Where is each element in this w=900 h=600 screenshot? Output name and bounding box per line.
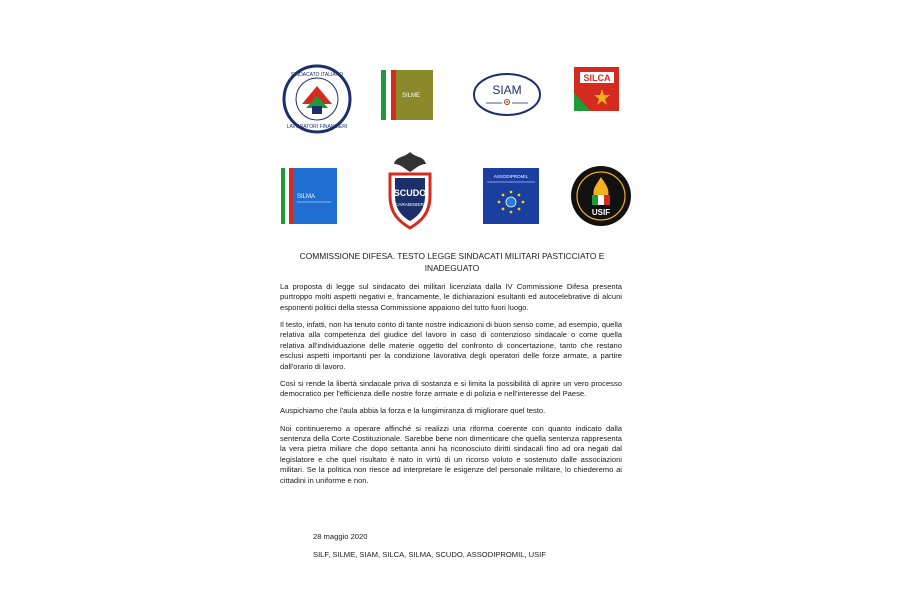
signatories: SILF, SILME, SIAM, SILCA, SILMA, SCUDO, ASSODIPROMIL, USIF (313, 550, 546, 559)
scudo-logo (386, 150, 434, 230)
paragraph: Noi continueremo a operare affinché si realizzi una riforma coerente con quanto indicato dalla sentenza della Corte Costituzionale. Sarebbe bene non dimenticare che quella sentenza rappresenta la vera pietra miliare che dopo settanta anni ha riconosciuto diritti sindacali fino ad ora negati dal legislatore e che quel risultato è nato in virtù di un ricorso voluto e sostenuto dalle associazioni militari. Se la politica non riesce ad interpretare le esigenze del personale militare, lo chiederemo ai cittadini in uniforme e non. (280, 423, 622, 485)
svg-text:SILCA: SILCA (583, 73, 611, 83)
usif-logo (570, 165, 632, 227)
svg-text:ASSODIPROMIL: ASSODIPROMIL (493, 174, 529, 179)
silma-logo (281, 168, 337, 224)
svg-text:SIAM: SIAM (492, 83, 522, 97)
svg-text:LAVORATORI FINANZIERI: LAVORATORI FINANZIERI (286, 124, 348, 130)
svg-text:CARABINIERI: CARABINIERI (394, 203, 426, 208)
paragraph: Auspichiamo che l'aula abbia la forza e la lungimiranza di migliorare quel testo. (280, 406, 546, 416)
silf-logo (282, 64, 352, 134)
silme-logo (381, 70, 433, 120)
paragraph: Il testo, infatti, non ha tenuto conto di tante nostre indicazioni di buon senso come, ad esempio, quella relativa alla competenza del giudice del lavoro in caso di contenzioso sindacale o come quella relativa all'individuazione delle materie oggetto del confronto di concertazione, tanto che restano esclusi aspetti importanti per la condizione lavorativa degli operatori delle forze armate, a partire dall'orario di lavoro. (280, 320, 622, 371)
paragraph: La proposta di legge sul sindacato dei militari licenziata dalla IV Commissione Difesa presenta purtroppo molti aspetti negativi e, francamente, le dichiarazioni esultanti ed autocelebrative di alcuni esponenti politici della stessa Commissione appaiono del tutto fuori luogo. (280, 282, 622, 312)
svg-text:SCUDO: SCUDO (393, 188, 427, 198)
svg-text:USIF: USIF (591, 208, 611, 217)
silca-logo (574, 67, 619, 117)
document-body (280, 282, 622, 493)
svg-text:SINDACATO ITALIANO: SINDACATO ITALIANO (290, 72, 344, 78)
document-title: COMMISSIONE DIFESA. TESTO LEGGE SINDACATI MILITARI PASTICCIATO E INADEGUATO (299, 251, 605, 273)
siam-logo (472, 72, 542, 117)
svg-text:SILMA: SILMA (297, 194, 316, 200)
assodipromil-logo (483, 168, 539, 224)
svg-text:SILME: SILME (401, 93, 421, 99)
document-date: 28 maggio 2020 (313, 532, 368, 541)
paragraph: Così si rende la libertà sindacale priva di sostanza e si limita la possibilità di aprire un vero processo democratico per l'efficienza delle nostre forze armate e di polizia e nell'interesse del Paese. (280, 378, 622, 399)
